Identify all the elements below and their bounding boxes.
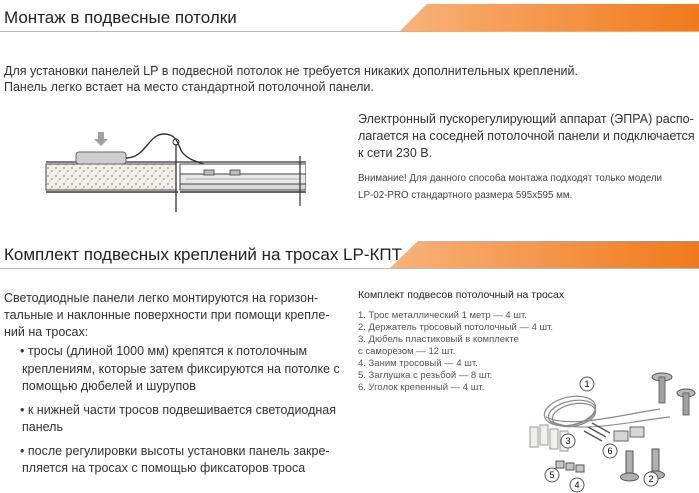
section-title: Монтаж в подвесные потолки bbox=[4, 8, 237, 27]
kit-item: 1. Трос металлический 1 метр — 4 шт. bbox=[358, 310, 527, 321]
header-accent-stripe bbox=[389, 241, 699, 269]
kit-item: 3. Дюбель пластиковый в комплекте bbox=[358, 334, 519, 345]
ceiling-installation-diagram bbox=[38, 126, 306, 212]
kit-item: 5. Заглушка с резьбой — 8 шт. bbox=[358, 370, 493, 381]
bullet-line: • после регулировки высоты установки панель закре- bbox=[20, 443, 330, 458]
kit-intro-line-1: Светодиодные панели легко монтируются на горизон- bbox=[4, 291, 319, 305]
kit-intro-line-2: тальные и наклонные поверхности при помощи крепле- bbox=[4, 308, 330, 322]
threaded-cap-icon bbox=[556, 461, 584, 472]
intro-line-1: Для установки панелей LP в подвесной потолок не требуется никаких дополнительных креплений. bbox=[4, 64, 578, 78]
header-accent-stripe bbox=[399, 4, 699, 32]
epra-line-1: Электронный пускорегулирующий аппарат (ЭПРА) распо- bbox=[358, 112, 694, 126]
callout-4: 4 bbox=[574, 480, 580, 490]
callout-2: 2 bbox=[648, 474, 654, 484]
header-divider bbox=[0, 268, 699, 269]
bullet-item bbox=[20, 443, 340, 478]
bullet-item bbox=[20, 402, 340, 437]
bullet-item bbox=[20, 343, 340, 396]
bullet-line: помощью дюбелей и шурупов bbox=[22, 379, 196, 393]
bullet-line: креплениям, которые затем фиксируются на потолке с bbox=[22, 361, 340, 376]
kit-item: 4. Заним тросовый — 4 шт. bbox=[358, 358, 478, 369]
bullet-line: панель bbox=[22, 420, 63, 434]
attention-note bbox=[358, 170, 698, 204]
kit-bullet-list bbox=[20, 343, 340, 484]
bullet-line: пляется на тросах с помощью фиксаторов троса bbox=[22, 461, 306, 475]
bullet-line: • тросы (длиной 1000 мм) крепятся к потолочным bbox=[20, 344, 308, 358]
kit-intro-line-3: ний на тросах: bbox=[4, 325, 89, 339]
kit-contents-title: Комплект подвесов потолочный на тросах bbox=[358, 289, 565, 301]
corner-bracket-icon bbox=[614, 427, 644, 441]
kit-intro bbox=[4, 290, 344, 341]
callout-3: 3 bbox=[565, 436, 571, 446]
note-line-1: Внимание! Для данного способа монтажа подходят только модели bbox=[358, 173, 663, 184]
intro-line-2: Панель легко встает на место стандартной потолочной панели. bbox=[4, 80, 374, 94]
section-header-kit bbox=[0, 237, 699, 271]
epra-line-3: к сети 230 В. bbox=[358, 146, 433, 160]
callout-5: 5 bbox=[549, 470, 555, 480]
section-header-mounting bbox=[0, 0, 699, 34]
kit-item: 6. Уголок крепенный — 4 шт. bbox=[358, 382, 485, 393]
section-title: Комплект подвесных креплений на тросах LP-КПТ bbox=[4, 245, 403, 264]
kit-item: с саморезом — 12 шт. bbox=[358, 346, 456, 357]
bullet-line: • к нижней части тросов подвешивается светодиодная bbox=[20, 402, 337, 417]
cable-coil-icon bbox=[542, 392, 670, 430]
note-line-2: LP-02-PRO стандартного размера 595x595 мм. bbox=[358, 190, 573, 201]
kit-product-illustration bbox=[510, 365, 699, 493]
epra-line-2: лагается на соседней потолочной панели и подключается bbox=[358, 129, 695, 143]
callout-1: 1 bbox=[584, 379, 590, 389]
header-divider bbox=[0, 31, 699, 32]
kit-item: 2. Держатель тросовый потолочный — 4 шт. bbox=[358, 322, 554, 333]
epra-description bbox=[358, 111, 698, 162]
callout-6: 6 bbox=[607, 446, 613, 456]
